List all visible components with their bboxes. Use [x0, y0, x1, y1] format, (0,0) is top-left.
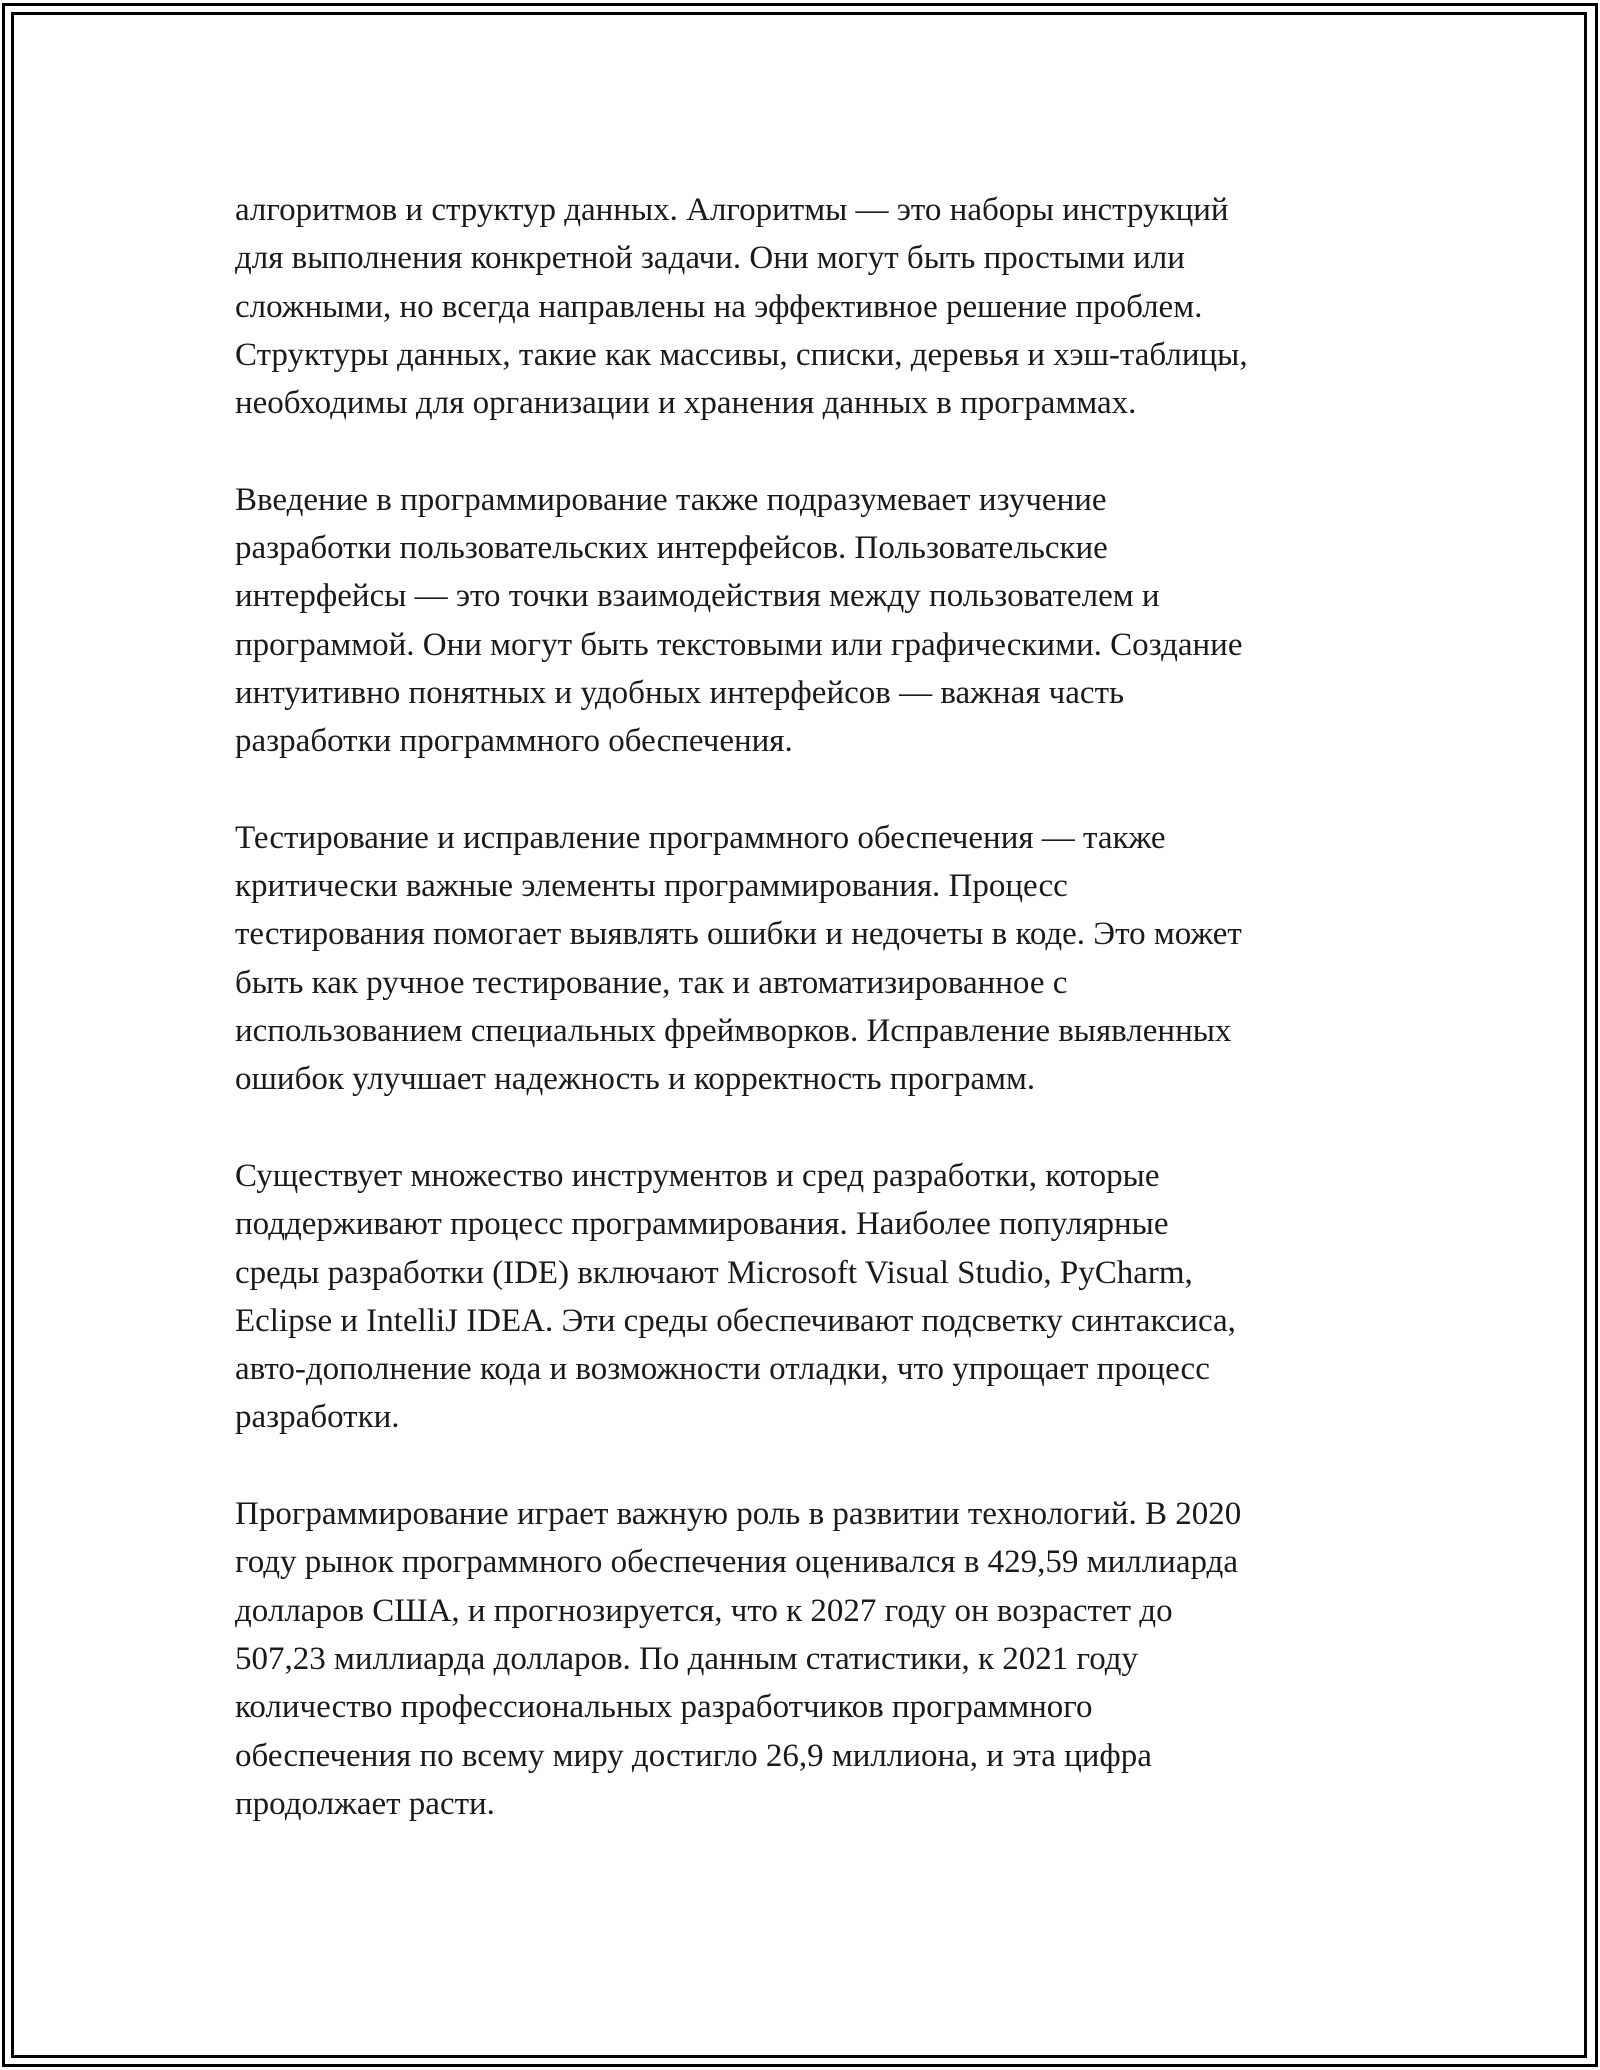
paragraph-user-interfaces: Введение в программирование также подразумевает изучение разработки пользовательских интерфейсов. Пользовательские интерфейсы — это точки взаимодействия между пользователем и программой. Они могут быть текстовыми или графическими. Создание интуитивно понятных и удобных интерфейсов — важная часть разработки программного обеспечения.: [235, 481, 1243, 760]
document-body: [235, 186, 1385, 1876]
paragraph-algorithms: алгоритмов и структур данных. Алгоритмы — это наборы инструкций для выполнения конкретной задачи. Они могут быть простыми или сложными, но всегда направлены на эффективное решение проблем. Структуры данных, такие как массивы, списки, деревья и хэш-таблицы, необходимы для организации и хранения данных в программах.: [235, 192, 1248, 422]
paragraph-market-stats: Программирование играет важную роль в развитии технологий. В 2020 году рынок программного обеспечения оценивался в 429,59 миллиарда долларов США, и прогнозируется, что к 2027 году он возрастет до 507,23 миллиарда долларов. По данным статистики, к 2021 году количество профессиональных разработчиков программного обеспечения по всему миру достигло 26,9 миллиона, и эта цифра продолжает расти.: [235, 1496, 1242, 1822]
paragraph-testing: Тестирование и исправление программного обеспечения — также критически важные элементы программирования. Процесс тестирования помогает выявлять ошибки и недочеты в коде. Это может быть как ручное тестирование, так и автоматизированное с использованием специальных фреймворков. Исправление выявленных ошибок улучшает надежность и корректность программ.: [235, 819, 1242, 1098]
paragraph-dev-tools: Существует множество инструментов и сред разработки, которые поддерживают процесс программирования. Наиболее популярные среды разработки (IDE) включают Microsoft Visual Studio, PyCharm, Eclipse и IntelliJ IDEA. Эти среды обеспечивают подсветку синтаксиса, авто-дополнение кода и возможности отладки, что упрощает процесс разработки.: [235, 1157, 1236, 1436]
